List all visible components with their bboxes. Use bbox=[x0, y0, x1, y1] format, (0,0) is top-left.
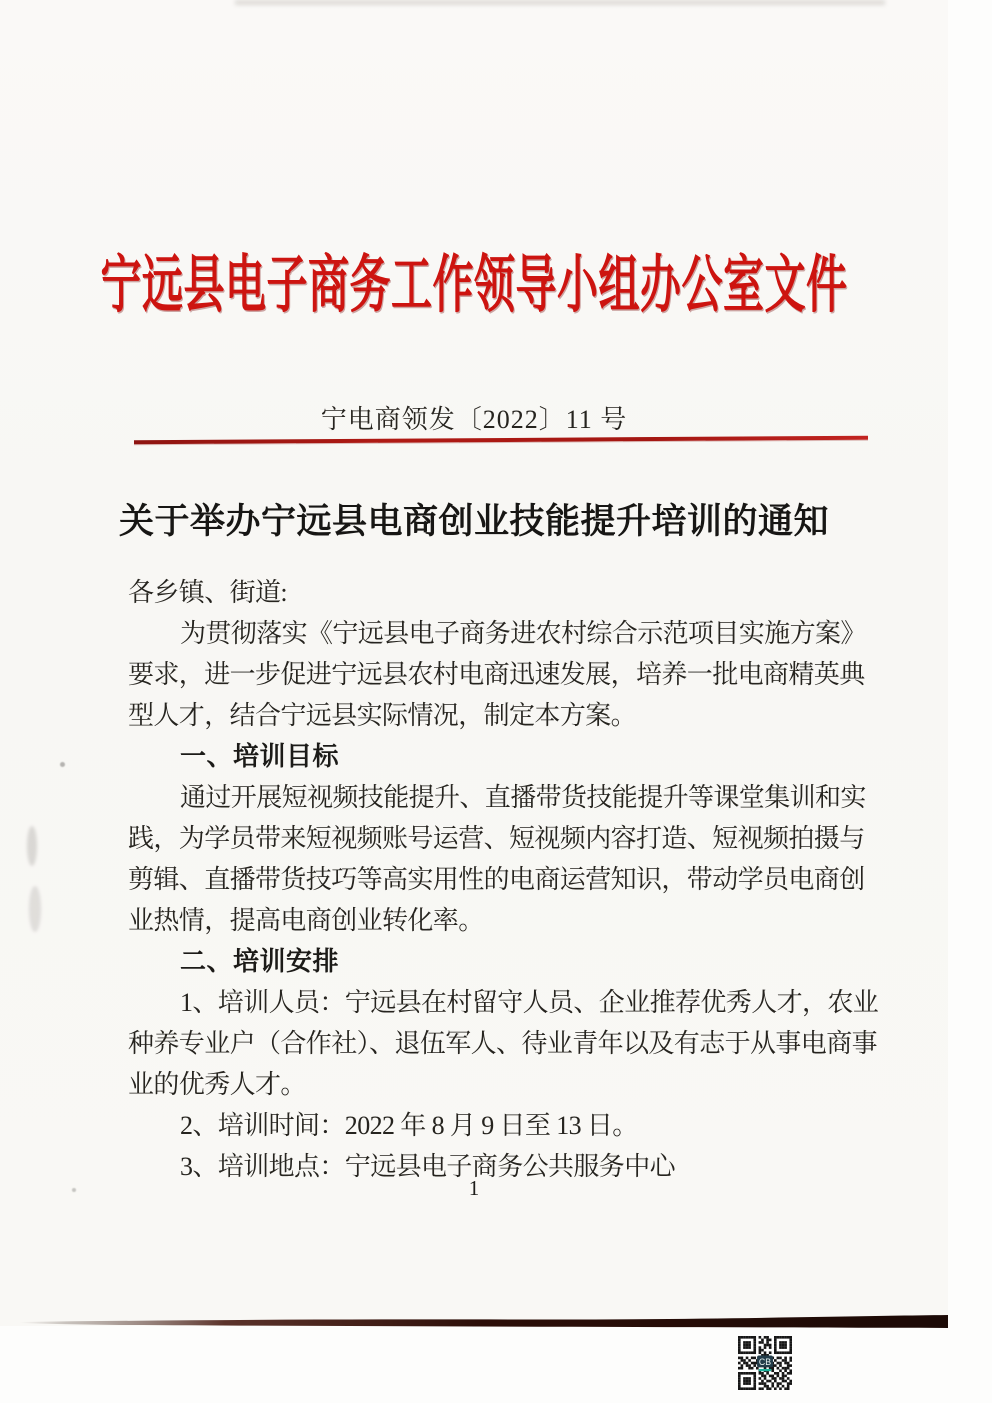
document-line: 为贯彻落实《宁远县电子商务进农村综合示范项目实施方案》 bbox=[180, 619, 866, 648]
section-heading: 二、培训安排 bbox=[180, 946, 340, 976]
red-letterhead-title bbox=[0, 249, 948, 320]
document-line: 种养专业户（合作社）、退伍军人、待业青年以及有志于从事电商事 bbox=[128, 1029, 878, 1058]
document-body bbox=[128, 572, 879, 1187]
document-title: 关于举办宁远县电商创业技能提升培训的通知 bbox=[118, 502, 829, 541]
document-line: 各乡镇、街道: bbox=[128, 578, 288, 607]
document-line: 通过开展短视频技能提升、直播带货技能提升等课堂集训和实 bbox=[180, 783, 866, 812]
document-line: 2、培训时间：2022 年 8 月 9 日至 13 日。 bbox=[180, 1111, 638, 1140]
document-line: 剪辑、直播带货技巧等高实用性的电商运营知识，带动学员电商创 bbox=[128, 865, 865, 894]
document-line: 业热情，提高电商创业转化率。 bbox=[128, 906, 484, 935]
paper-bottom-edge-shadow bbox=[0, 1308, 948, 1334]
document-line: 3、培训地点：宁远县电子商务公共服务中心 bbox=[180, 1152, 676, 1181]
scan-artifact bbox=[235, 0, 885, 5]
letterhead-text: 宁远县电子商务工作领导小组办公室文件 bbox=[100, 249, 848, 320]
section-heading: 一、培训目标 bbox=[180, 741, 340, 771]
document-line: 型人才，结合宁远县实际情况，制定本方案。 bbox=[128, 701, 637, 730]
document-line: 1、培训人员：宁远县在村留守人员、企业推荐优秀人才，农业 bbox=[180, 988, 879, 1017]
page-number: 1 bbox=[468, 1176, 480, 1200]
scan-artifact bbox=[27, 826, 37, 866]
red-divider-line bbox=[134, 436, 868, 444]
document-line: 业的优秀人才。 bbox=[128, 1070, 306, 1099]
scan-artifact bbox=[60, 762, 65, 767]
scan-artifact bbox=[29, 886, 41, 932]
document-line: 践，为学员带来短视频账号运营、短视频内容打造、短视频拍摄与 bbox=[128, 824, 865, 853]
document-number: 宁电商领发〔2022〕11 号 bbox=[320, 405, 628, 434]
document-line: 要求，进一步促进宁远县农村电商迅速发展，培养一批电商精英典 bbox=[128, 660, 865, 689]
qr-code bbox=[738, 1336, 792, 1390]
svg-text:CB: CB bbox=[758, 1356, 772, 1367]
